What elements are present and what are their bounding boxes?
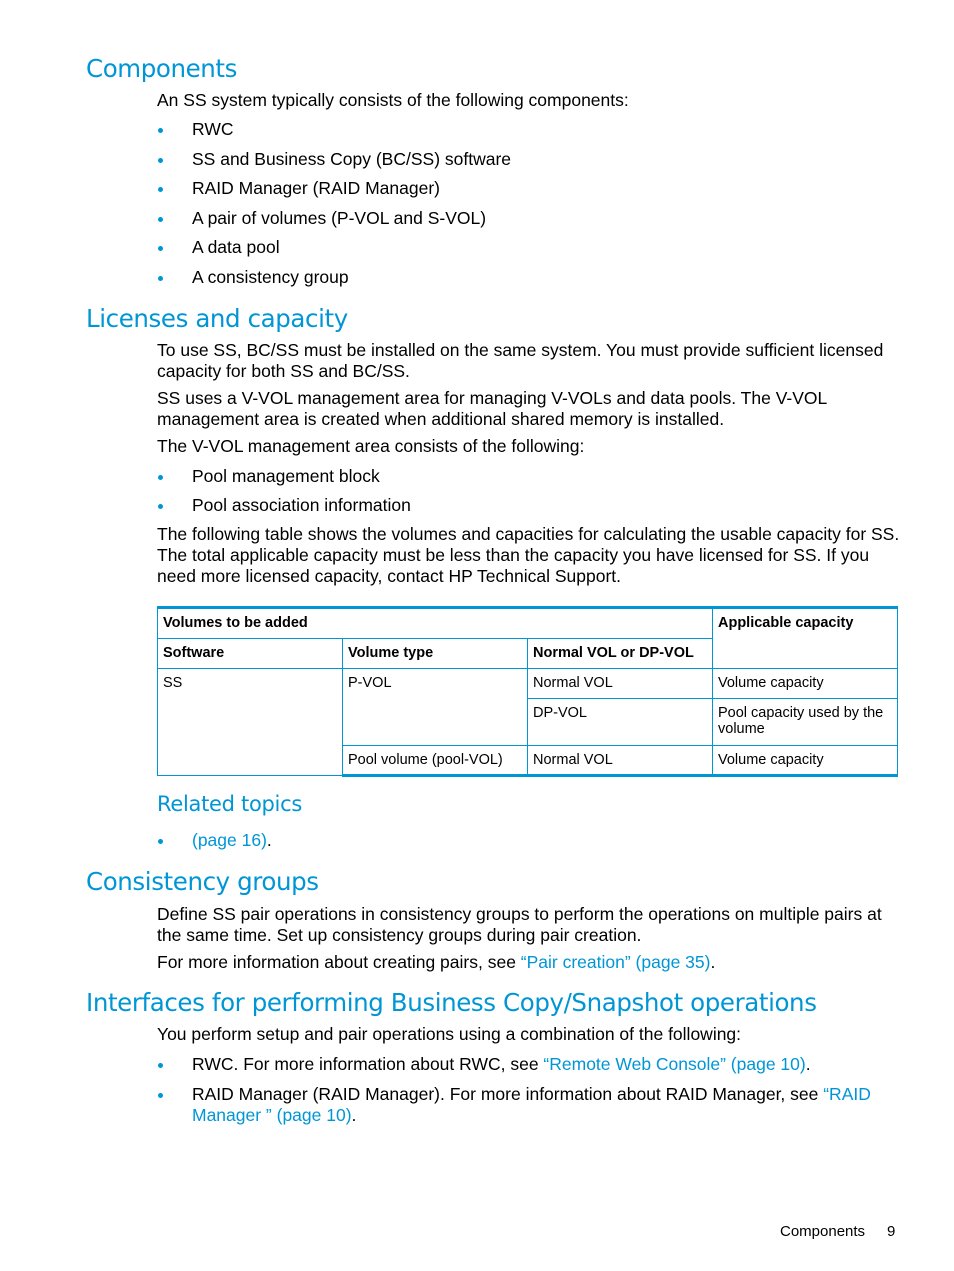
bullet-icon [158,217,163,222]
bullet-icon [158,839,163,844]
licenses-para-3: The V-VOL management area consists of the following: [157,436,585,456]
table-cell: DP-VOL [528,699,713,746]
interfaces-heading: Interfaces for performing Business Copy/Snapshot operations [86,988,817,1017]
page-16-link[interactable]: (page 16) [192,830,267,850]
header-software: Software [158,639,343,669]
consistency-heading: Consistency groups [86,867,319,896]
related-topics-heading: Related topics [157,792,302,816]
components-heading: Components [86,54,238,83]
interfaces-intro: You perform setup and pair operations using a combination of the following: [157,1024,742,1044]
bullet-icon [158,1093,163,1098]
bullet-icon [158,475,163,480]
licenses-para-1: To use SS, BC/SS must be installed on the same system. You must provide sufficient licensed capacity for both SS and BC/SS. [157,340,884,381]
header-volumes-to-be-added: Volumes to be added [158,608,713,639]
bullet-icon [158,246,163,251]
components-intro: An SS system typically consists of the following components: [157,90,629,110]
licenses-para-2: SS uses a V-VOL management area for managing V-VOLs and data pools. The V-VOL management area is created when additional shared memory is installed. [157,388,827,429]
bullet-icon [158,158,163,163]
cell-software: SS [158,669,343,776]
header-normal-or-dp: Normal VOL or DP-VOL [528,639,713,669]
footer-section: Components [780,1223,866,1240]
licenses-para-4: The following table shows the volumes and capacities for calculating the usable capacity for SS. The total applicable capacity must be less than the capacity you have licensed for SS. If you need more licensed capacity, contact HP Technical Support. [157,524,900,586]
bullet-icon [158,128,163,133]
table-cell: Normal VOL [528,669,713,699]
table-cell: Normal VOL [528,746,713,776]
pair-creation-link[interactable]: “Pair creation” (page 35) [520,952,711,972]
header-applicable-capacity: Applicable capacity [713,608,898,669]
table-cell: Volume capacity [713,669,898,699]
cell-volume-type: Pool volume (pool-VOL) [343,746,528,776]
cell-volume-type: P-VOL [343,669,528,746]
bullet-icon [158,504,163,509]
page-number: 9 [887,1223,896,1240]
header-volume-type: Volume type [343,639,528,669]
licenses-heading: Licenses and capacity [86,304,348,333]
capacity-table [157,606,898,777]
remote-web-console-link[interactable]: “Remote Web Console” (page 10) [543,1054,806,1074]
table-cell: Volume capacity [713,746,898,776]
table-row [158,669,898,699]
consistency-para-2: For more information about creating pairs, see “Pair creation” (page 35). [157,952,716,972]
raid-manager-link[interactable]: “RAID Manager ” (page 10) [192,1084,871,1125]
bullet-icon [158,187,163,192]
consistency-para-1: Define SS pair operations in consistency groups to perform the operations on multiple pairs at the same time. Set up consistency groups during pair creation. [157,904,882,945]
bullet-icon [158,276,163,281]
table-cell: Pool capacity used by the volume [713,699,898,746]
bullet-icon [158,1063,163,1068]
